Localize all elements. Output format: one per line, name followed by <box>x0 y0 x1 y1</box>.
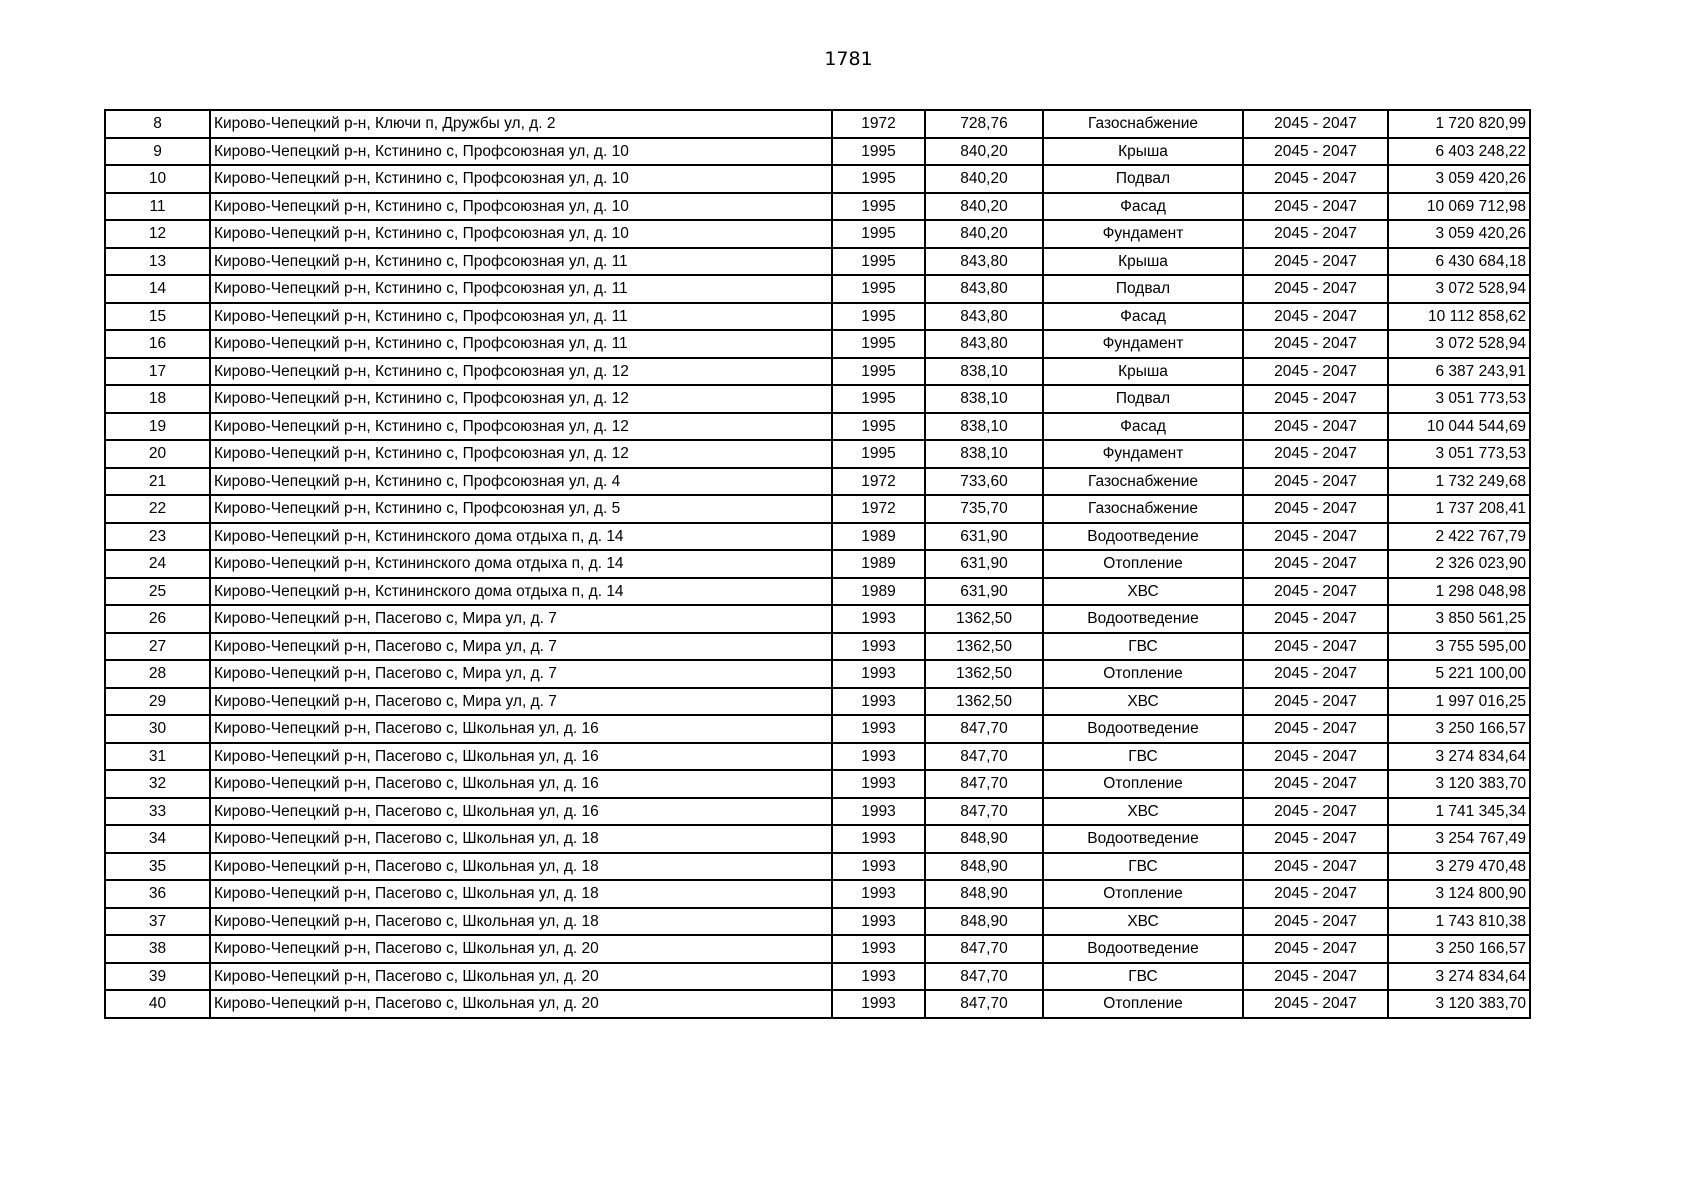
row-number-cell: 13 <box>105 248 210 276</box>
area-cell: 840,20 <box>925 220 1043 248</box>
cost-cell: 3 850 561,25 <box>1388 605 1530 633</box>
table-row <box>105 385 1530 413</box>
table-row <box>105 495 1530 523</box>
build-year-cell: 1995 <box>832 248 925 276</box>
work-type-cell: Крыша <box>1043 138 1243 166</box>
address-cell: Кирово-Чепецкий р-н, Пасегово с, Мира ул, д. 7 <box>210 633 832 661</box>
cost-cell: 3 250 166,57 <box>1388 715 1530 743</box>
period-cell: 2045 - 2047 <box>1243 385 1388 413</box>
table-row <box>105 798 1530 826</box>
period-cell: 2045 - 2047 <box>1243 743 1388 771</box>
area-cell: 848,90 <box>925 908 1043 936</box>
work-type-cell: Газоснабжение <box>1043 468 1243 496</box>
table-row <box>105 550 1530 578</box>
period-cell: 2045 - 2047 <box>1243 963 1388 991</box>
work-type-cell: ГВС <box>1043 853 1243 881</box>
cost-cell: 1 741 345,34 <box>1388 798 1530 826</box>
work-type-cell: ХВС <box>1043 688 1243 716</box>
row-number-cell: 24 <box>105 550 210 578</box>
table-row <box>105 908 1530 936</box>
period-cell: 2045 - 2047 <box>1243 220 1388 248</box>
area-cell: 838,10 <box>925 413 1043 441</box>
cost-cell: 6 403 248,22 <box>1388 138 1530 166</box>
build-year-cell: 1995 <box>832 413 925 441</box>
area-cell: 847,70 <box>925 770 1043 798</box>
work-type-cell: Крыша <box>1043 358 1243 386</box>
address-cell: Кирово-Чепецкий р-н, Кстинино с, Профсоюзная ул, д. 4 <box>210 468 832 496</box>
row-number-cell: 40 <box>105 990 210 1018</box>
period-cell: 2045 - 2047 <box>1243 550 1388 578</box>
cost-cell: 1 743 810,38 <box>1388 908 1530 936</box>
row-number-cell: 18 <box>105 385 210 413</box>
address-cell: Кирово-Чепецкий р-н, Кстинино с, Профсоюзная ул, д. 10 <box>210 193 832 221</box>
build-year-cell: 1995 <box>832 385 925 413</box>
work-type-cell: ГВС <box>1043 963 1243 991</box>
row-number-cell: 9 <box>105 138 210 166</box>
work-type-cell: Отопление <box>1043 770 1243 798</box>
period-cell: 2045 - 2047 <box>1243 330 1388 358</box>
cost-cell: 3 059 420,26 <box>1388 220 1530 248</box>
period-cell: 2045 - 2047 <box>1243 138 1388 166</box>
table-row <box>105 743 1530 771</box>
table-row <box>105 853 1530 881</box>
cost-cell: 3 254 767,49 <box>1388 825 1530 853</box>
area-cell: 847,70 <box>925 798 1043 826</box>
row-number-cell: 26 <box>105 605 210 633</box>
cost-cell: 1 298 048,98 <box>1388 578 1530 606</box>
table-row <box>105 358 1530 386</box>
work-type-cell: Водоотведение <box>1043 825 1243 853</box>
build-year-cell: 1993 <box>832 688 925 716</box>
area-cell: 847,70 <box>925 935 1043 963</box>
period-cell: 2045 - 2047 <box>1243 660 1388 688</box>
row-number-cell: 12 <box>105 220 210 248</box>
cost-cell: 3 120 383,70 <box>1388 990 1530 1018</box>
area-cell: 838,10 <box>925 440 1043 468</box>
area-cell: 843,80 <box>925 248 1043 276</box>
row-number-cell: 14 <box>105 275 210 303</box>
work-type-cell: ХВС <box>1043 908 1243 936</box>
cost-cell: 3 051 773,53 <box>1388 385 1530 413</box>
work-type-cell: Фундамент <box>1043 330 1243 358</box>
work-type-cell: ГВС <box>1043 743 1243 771</box>
area-cell: 848,90 <box>925 825 1043 853</box>
area-cell: 847,70 <box>925 715 1043 743</box>
address-cell: Кирово-Чепецкий р-н, Пасегово с, Школьная ул, д. 16 <box>210 743 832 771</box>
area-cell: 847,70 <box>925 990 1043 1018</box>
page-number: 1781 <box>824 48 873 70</box>
build-year-cell: 1993 <box>832 715 925 743</box>
build-year-cell: 1993 <box>832 935 925 963</box>
table-body <box>105 110 1530 1018</box>
address-cell: Кирово-Чепецкий р-н, Кстинино с, Профсоюзная ул, д. 11 <box>210 330 832 358</box>
address-cell: Кирово-Чепецкий р-н, Пасегово с, Мира ул, д. 7 <box>210 688 832 716</box>
table-row <box>105 303 1530 331</box>
row-number-cell: 8 <box>105 110 210 138</box>
build-year-cell: 1993 <box>832 633 925 661</box>
build-year-cell: 1993 <box>832 990 925 1018</box>
period-cell: 2045 - 2047 <box>1243 413 1388 441</box>
work-type-cell: Водоотведение <box>1043 715 1243 743</box>
table-row <box>105 440 1530 468</box>
table-row <box>105 605 1530 633</box>
area-cell: 733,60 <box>925 468 1043 496</box>
build-year-cell: 1993 <box>832 605 925 633</box>
address-cell: Кирово-Чепецкий р-н, Кстинино с, Профсоюзная ул, д. 12 <box>210 440 832 468</box>
area-cell: 848,90 <box>925 880 1043 908</box>
area-cell: 843,80 <box>925 303 1043 331</box>
row-number-cell: 19 <box>105 413 210 441</box>
work-type-cell: Подвал <box>1043 385 1243 413</box>
area-cell: 1362,50 <box>925 660 1043 688</box>
build-year-cell: 1995 <box>832 138 925 166</box>
period-cell: 2045 - 2047 <box>1243 825 1388 853</box>
row-number-cell: 16 <box>105 330 210 358</box>
period-cell: 2045 - 2047 <box>1243 853 1388 881</box>
cost-cell: 1 997 016,25 <box>1388 688 1530 716</box>
build-year-cell: 1993 <box>832 770 925 798</box>
table-row <box>105 193 1530 221</box>
table-row <box>105 248 1530 276</box>
period-cell: 2045 - 2047 <box>1243 578 1388 606</box>
build-year-cell: 1989 <box>832 523 925 551</box>
cost-cell: 10 044 544,69 <box>1388 413 1530 441</box>
work-type-cell: Фасад <box>1043 303 1243 331</box>
build-year-cell: 1993 <box>832 880 925 908</box>
address-cell: Кирово-Чепецкий р-н, Пасегово с, Школьная ул, д. 18 <box>210 908 832 936</box>
area-cell: 631,90 <box>925 523 1043 551</box>
build-year-cell: 1989 <box>832 578 925 606</box>
area-cell: 838,10 <box>925 358 1043 386</box>
work-type-cell: Фундамент <box>1043 440 1243 468</box>
area-cell: 840,20 <box>925 193 1043 221</box>
address-cell: Кирово-Чепецкий р-н, Пасегово с, Мира ул, д. 7 <box>210 605 832 633</box>
cost-cell: 5 221 100,00 <box>1388 660 1530 688</box>
cost-cell: 2 422 767,79 <box>1388 523 1530 551</box>
area-cell: 843,80 <box>925 275 1043 303</box>
cost-cell: 10 069 712,98 <box>1388 193 1530 221</box>
work-type-cell: Подвал <box>1043 165 1243 193</box>
build-year-cell: 1995 <box>832 440 925 468</box>
work-type-cell: Фасад <box>1043 193 1243 221</box>
table-row <box>105 330 1530 358</box>
area-cell: 838,10 <box>925 385 1043 413</box>
build-year-cell: 1995 <box>832 275 925 303</box>
row-number-cell: 21 <box>105 468 210 496</box>
work-type-cell: ГВС <box>1043 633 1243 661</box>
table-row <box>105 633 1530 661</box>
area-cell: 847,70 <box>925 963 1043 991</box>
address-cell: Кирово-Чепецкий р-н, Пасегово с, Мира ул, д. 7 <box>210 660 832 688</box>
address-cell: Кирово-Чепецкий р-н, Пасегово с, Школьная ул, д. 16 <box>210 715 832 743</box>
row-number-cell: 20 <box>105 440 210 468</box>
cost-cell: 1 737 208,41 <box>1388 495 1530 523</box>
cost-cell: 3 274 834,64 <box>1388 963 1530 991</box>
area-cell: 1362,50 <box>925 633 1043 661</box>
address-cell: Кирово-Чепецкий р-н, Пасегово с, Школьная ул, д. 16 <box>210 770 832 798</box>
row-number-cell: 25 <box>105 578 210 606</box>
build-year-cell: 1989 <box>832 550 925 578</box>
row-number-cell: 17 <box>105 358 210 386</box>
work-type-cell: Фундамент <box>1043 220 1243 248</box>
address-cell: Кирово-Чепецкий р-н, Пасегово с, Школьная ул, д. 18 <box>210 853 832 881</box>
period-cell: 2045 - 2047 <box>1243 935 1388 963</box>
address-cell: Кирово-Чепецкий р-н, Кстинино с, Профсоюзная ул, д. 5 <box>210 495 832 523</box>
table-row <box>105 688 1530 716</box>
area-cell: 728,76 <box>925 110 1043 138</box>
row-number-cell: 29 <box>105 688 210 716</box>
build-year-cell: 1993 <box>832 853 925 881</box>
work-type-cell: Фасад <box>1043 413 1243 441</box>
row-number-cell: 15 <box>105 303 210 331</box>
period-cell: 2045 - 2047 <box>1243 275 1388 303</box>
area-cell: 847,70 <box>925 743 1043 771</box>
work-type-cell: Крыша <box>1043 248 1243 276</box>
period-cell: 2045 - 2047 <box>1243 798 1388 826</box>
address-cell: Кирово-Чепецкий р-н, Пасегово с, Школьная ул, д. 18 <box>210 825 832 853</box>
work-type-cell: Отопление <box>1043 550 1243 578</box>
period-cell: 2045 - 2047 <box>1243 908 1388 936</box>
row-number-cell: 39 <box>105 963 210 991</box>
area-cell: 1362,50 <box>925 605 1043 633</box>
address-cell: Кирово-Чепецкий р-н, Кстинино с, Профсоюзная ул, д. 10 <box>210 138 832 166</box>
address-cell: Кирово-Чепецкий р-н, Пасегово с, Школьная ул, д. 20 <box>210 935 832 963</box>
address-cell: Кирово-Чепецкий р-н, Кстинино с, Профсоюзная ул, д. 10 <box>210 165 832 193</box>
period-cell: 2045 - 2047 <box>1243 715 1388 743</box>
build-year-cell: 1993 <box>832 825 925 853</box>
build-year-cell: 1995 <box>832 220 925 248</box>
table-row <box>105 880 1530 908</box>
cost-cell: 2 326 023,90 <box>1388 550 1530 578</box>
repair-schedule-table <box>104 109 1531 1019</box>
row-number-cell: 31 <box>105 743 210 771</box>
work-type-cell: ХВС <box>1043 578 1243 606</box>
cost-cell: 6 387 243,91 <box>1388 358 1530 386</box>
row-number-cell: 27 <box>105 633 210 661</box>
cost-cell: 10 112 858,62 <box>1388 303 1530 331</box>
period-cell: 2045 - 2047 <box>1243 605 1388 633</box>
cost-cell: 3 120 383,70 <box>1388 770 1530 798</box>
area-cell: 840,20 <box>925 165 1043 193</box>
period-cell: 2045 - 2047 <box>1243 880 1388 908</box>
work-type-cell: Водоотведение <box>1043 935 1243 963</box>
table-row <box>105 220 1530 248</box>
table-row <box>105 578 1530 606</box>
row-number-cell: 28 <box>105 660 210 688</box>
table-row <box>105 825 1530 853</box>
area-cell: 735,70 <box>925 495 1043 523</box>
address-cell: Кирово-Чепецкий р-н, Кстинино с, Профсоюзная ул, д. 12 <box>210 358 832 386</box>
period-cell: 2045 - 2047 <box>1243 468 1388 496</box>
period-cell: 2045 - 2047 <box>1243 440 1388 468</box>
cost-cell: 3 051 773,53 <box>1388 440 1530 468</box>
area-cell: 631,90 <box>925 550 1043 578</box>
table-row <box>105 715 1530 743</box>
period-cell: 2045 - 2047 <box>1243 110 1388 138</box>
row-number-cell: 32 <box>105 770 210 798</box>
row-number-cell: 33 <box>105 798 210 826</box>
build-year-cell: 1995 <box>832 303 925 331</box>
row-number-cell: 35 <box>105 853 210 881</box>
build-year-cell: 1972 <box>832 495 925 523</box>
build-year-cell: 1995 <box>832 358 925 386</box>
build-year-cell: 1993 <box>832 660 925 688</box>
build-year-cell: 1993 <box>832 798 925 826</box>
row-number-cell: 10 <box>105 165 210 193</box>
address-cell: Кирово-Чепецкий р-н, Кстинино с, Профсоюзная ул, д. 12 <box>210 385 832 413</box>
table-row <box>105 138 1530 166</box>
build-year-cell: 1972 <box>832 110 925 138</box>
row-number-cell: 30 <box>105 715 210 743</box>
work-type-cell: Отопление <box>1043 990 1243 1018</box>
cost-cell: 3 124 800,90 <box>1388 880 1530 908</box>
area-cell: 843,80 <box>925 330 1043 358</box>
work-type-cell: Газоснабжение <box>1043 495 1243 523</box>
address-cell: Кирово-Чепецкий р-н, Ключи п, Дружбы ул, д. 2 <box>210 110 832 138</box>
cost-cell: 3 072 528,94 <box>1388 275 1530 303</box>
period-cell: 2045 - 2047 <box>1243 495 1388 523</box>
address-cell: Кирово-Чепецкий р-н, Кстинино с, Профсоюзная ул, д. 10 <box>210 220 832 248</box>
build-year-cell: 1995 <box>832 165 925 193</box>
area-cell: 840,20 <box>925 138 1043 166</box>
period-cell: 2045 - 2047 <box>1243 358 1388 386</box>
area-cell: 1362,50 <box>925 688 1043 716</box>
address-cell: Кирово-Чепецкий р-н, Пасегово с, Школьная ул, д. 16 <box>210 798 832 826</box>
period-cell: 2045 - 2047 <box>1243 770 1388 798</box>
period-cell: 2045 - 2047 <box>1243 248 1388 276</box>
work-type-cell: Отопление <box>1043 660 1243 688</box>
period-cell: 2045 - 2047 <box>1243 303 1388 331</box>
cost-cell: 1 732 249,68 <box>1388 468 1530 496</box>
address-cell: Кирово-Чепецкий р-н, Пасегово с, Школьная ул, д. 18 <box>210 880 832 908</box>
work-type-cell: Отопление <box>1043 880 1243 908</box>
build-year-cell: 1995 <box>832 330 925 358</box>
table-row <box>105 275 1530 303</box>
row-number-cell: 23 <box>105 523 210 551</box>
build-year-cell: 1993 <box>832 963 925 991</box>
table-row <box>105 963 1530 991</box>
table-row <box>105 413 1530 441</box>
area-cell: 631,90 <box>925 578 1043 606</box>
table-row <box>105 523 1530 551</box>
address-cell: Кирово-Чепецкий р-н, Кстинино с, Профсоюзная ул, д. 11 <box>210 248 832 276</box>
cost-cell: 6 430 684,18 <box>1388 248 1530 276</box>
table-row <box>105 770 1530 798</box>
work-type-cell: ХВС <box>1043 798 1243 826</box>
area-cell: 848,90 <box>925 853 1043 881</box>
table-row <box>105 935 1530 963</box>
row-number-cell: 36 <box>105 880 210 908</box>
address-cell: Кирово-Чепецкий р-н, Кстинино с, Профсоюзная ул, д. 11 <box>210 303 832 331</box>
table-row <box>105 110 1530 138</box>
table-row <box>105 468 1530 496</box>
work-type-cell: Подвал <box>1043 275 1243 303</box>
cost-cell: 1 720 820,99 <box>1388 110 1530 138</box>
period-cell: 2045 - 2047 <box>1243 165 1388 193</box>
period-cell: 2045 - 2047 <box>1243 523 1388 551</box>
work-type-cell: Водоотведение <box>1043 605 1243 633</box>
cost-cell: 3 059 420,26 <box>1388 165 1530 193</box>
table-row <box>105 990 1530 1018</box>
table-row <box>105 165 1530 193</box>
period-cell: 2045 - 2047 <box>1243 990 1388 1018</box>
period-cell: 2045 - 2047 <box>1243 688 1388 716</box>
row-number-cell: 34 <box>105 825 210 853</box>
period-cell: 2045 - 2047 <box>1243 633 1388 661</box>
work-type-cell: Водоотведение <box>1043 523 1243 551</box>
address-cell: Кирово-Чепецкий р-н, Кстининского дома отдыха п, д. 14 <box>210 550 832 578</box>
build-year-cell: 1993 <box>832 908 925 936</box>
cost-cell: 3 279 470,48 <box>1388 853 1530 881</box>
row-number-cell: 11 <box>105 193 210 221</box>
build-year-cell: 1995 <box>832 193 925 221</box>
address-cell: Кирово-Чепецкий р-н, Кстининского дома отдыха п, д. 14 <box>210 578 832 606</box>
row-number-cell: 37 <box>105 908 210 936</box>
period-cell: 2045 - 2047 <box>1243 193 1388 221</box>
row-number-cell: 22 <box>105 495 210 523</box>
address-cell: Кирово-Чепецкий р-н, Пасегово с, Школьная ул, д. 20 <box>210 990 832 1018</box>
cost-cell: 3 755 595,00 <box>1388 633 1530 661</box>
row-number-cell: 38 <box>105 935 210 963</box>
cost-cell: 3 274 834,64 <box>1388 743 1530 771</box>
address-cell: Кирово-Чепецкий р-н, Кстининского дома отдыха п, д. 14 <box>210 523 832 551</box>
address-cell: Кирово-Чепецкий р-н, Кстинино с, Профсоюзная ул, д. 12 <box>210 413 832 441</box>
table-row <box>105 660 1530 688</box>
cost-cell: 3 072 528,94 <box>1388 330 1530 358</box>
work-type-cell: Газоснабжение <box>1043 110 1243 138</box>
build-year-cell: 1972 <box>832 468 925 496</box>
address-cell: Кирово-Чепецкий р-н, Пасегово с, Школьная ул, д. 20 <box>210 963 832 991</box>
cost-cell: 3 250 166,57 <box>1388 935 1530 963</box>
address-cell: Кирово-Чепецкий р-н, Кстинино с, Профсоюзная ул, д. 11 <box>210 275 832 303</box>
build-year-cell: 1993 <box>832 743 925 771</box>
